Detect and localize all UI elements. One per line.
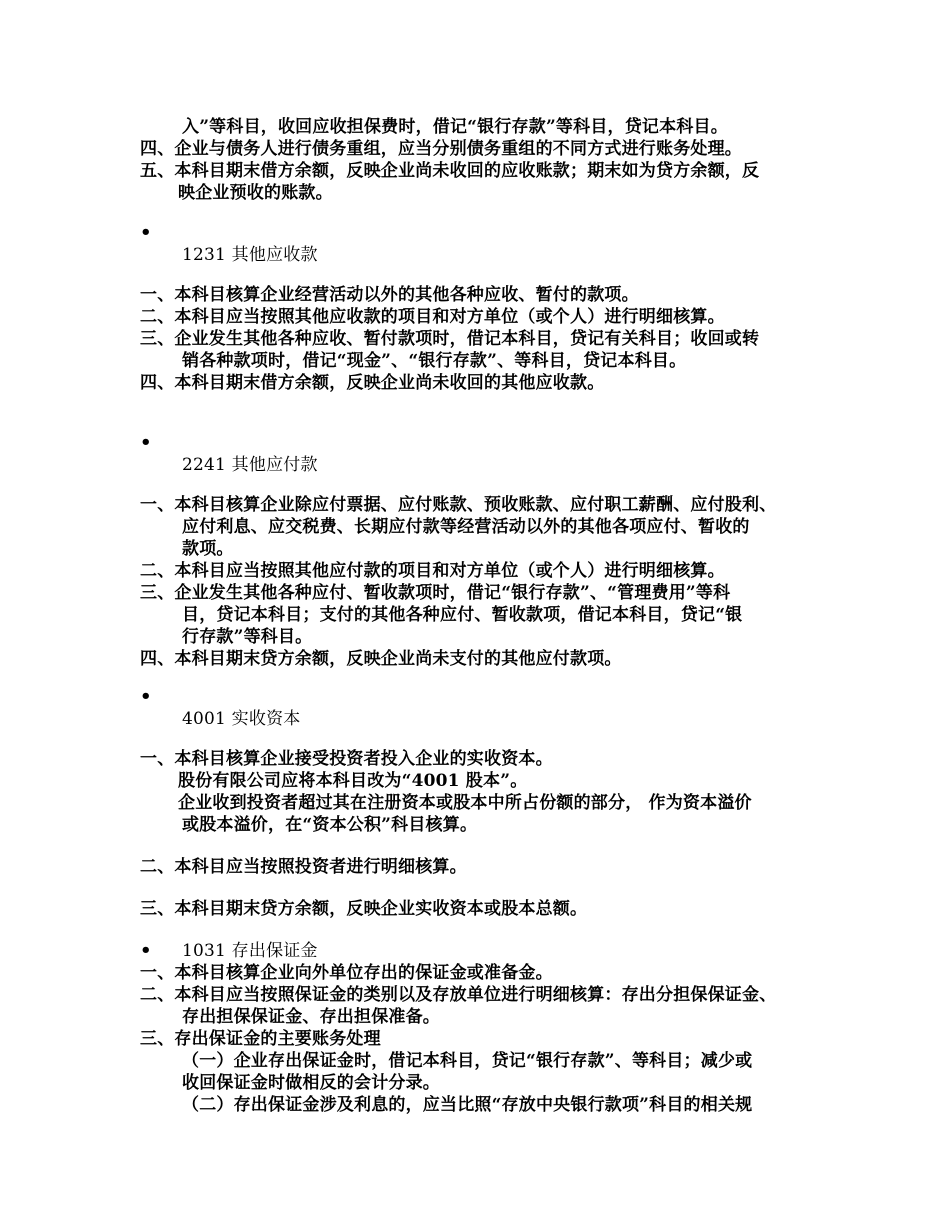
text-line: 二、本科目应当按照其他应收款的项目和对方单位（或个人）进行明细核算。: [140, 307, 725, 327]
text-line: 或股本溢价，在“资本公积”科目核算。: [182, 815, 478, 835]
text-line: 一、本科目核算企业接受投资者投入企业的实收资本。: [140, 749, 553, 769]
text-line: 销各种款项时，借记“现金”、“银行存款”、等科目，贷记本科目。: [182, 351, 687, 371]
text-line: 三、企业发生其他各种应付、暂收款项时，借记“银行存款”、“管理费用”等科: [140, 583, 731, 603]
bullet-icon: •: [140, 222, 152, 243]
text-line: 四、本科目期末借方余额，反映企业尚未收回的其他应收款。: [140, 373, 605, 393]
text-line: 五、本科目期末借方余额，反映企业尚未收回的应收账款；期末如为贷方余额，反: [140, 161, 760, 181]
text-line: 一、本科目核算企业经营活动以外的其他各种应收、暂付的款项。: [140, 285, 639, 305]
text-line: 二、本科目应当按照投资者进行明细核算。: [140, 857, 467, 877]
section-heading-4001: 4001 实收资本: [182, 709, 301, 729]
text-line: 企业收到投资者超过其在注册资本或股本中所占份额的部分， 作为资本溢价: [178, 793, 752, 813]
text-line: 四、本科目期末贷方余额，反映企业尚未支付的其他应付款项。: [140, 649, 622, 669]
text-line: 收回保证金时做相反的会计分录。: [182, 1073, 440, 1093]
text-line: 一、本科目核算企业除应付票据、应付账款、预收账款、应付职工薪酬、应付股利、: [140, 495, 777, 515]
section-heading-1031: 1031 存出保证金: [182, 941, 318, 961]
text-line: 二、本科目应当按照其他应付款的项目和对方单位（或个人）进行明细核算。: [140, 561, 725, 581]
text-line: 行存款”等科目。: [182, 627, 313, 647]
bullet-icon: •: [140, 940, 152, 961]
text-line: 一、本科目核算企业向外单位存出的保证金或准备金。: [140, 963, 553, 983]
bullet-icon: •: [140, 686, 152, 707]
text-line: 三、本科目期末贷方余额，反映企业实收资本或股本总额。: [140, 899, 588, 919]
text-line: 四、企业与债务人进行债务重组，应当分别债务重组的不同方式进行账务处理。: [140, 139, 742, 159]
section-heading-2241: 2241 其他应付款: [182, 455, 318, 475]
text-line: 应付利息、应交税费、长期应付款等经营活动以外的其他各项应付、暂收的: [182, 517, 750, 537]
section-heading-1231: 1231 其他应收款: [182, 245, 318, 265]
text-line: （二）存出保证金涉及利息的，应当比照“存放中央银行款项”科目的相关规: [182, 1095, 753, 1115]
text-line: 入”等科目，收回应收担保费时，借记“银行存款”等科目，贷记本科目。: [182, 117, 728, 137]
text-line: 目，贷记本科目；支付的其他各种应付、暂收款项，借记本科目，贷记“银: [182, 605, 743, 625]
bullet-icon: •: [140, 432, 152, 453]
text-line: 三、存出保证金的主要账务处理: [140, 1029, 381, 1049]
text-line: 股份有限公司应将本科目改为“4001 股本”。: [178, 771, 528, 791]
text-line: 存出担保保证金、存出担保准备。: [182, 1007, 440, 1027]
text-line: 二、本科目应当按照保证金的类别以及存放单位进行明细核算：存出分担保保证金、: [140, 985, 777, 1005]
text-line: 款项。: [182, 539, 234, 559]
text-line: （一）企业存出保证金时，借记本科目，贷记“银行存款”、等科目；减少或: [182, 1051, 753, 1071]
text-line: 三、企业发生其他各种应收、暂付款项时，借记本科目，贷记有关科目；收回或转: [140, 329, 760, 349]
text-line: 映企业预收的账款。: [178, 183, 333, 203]
